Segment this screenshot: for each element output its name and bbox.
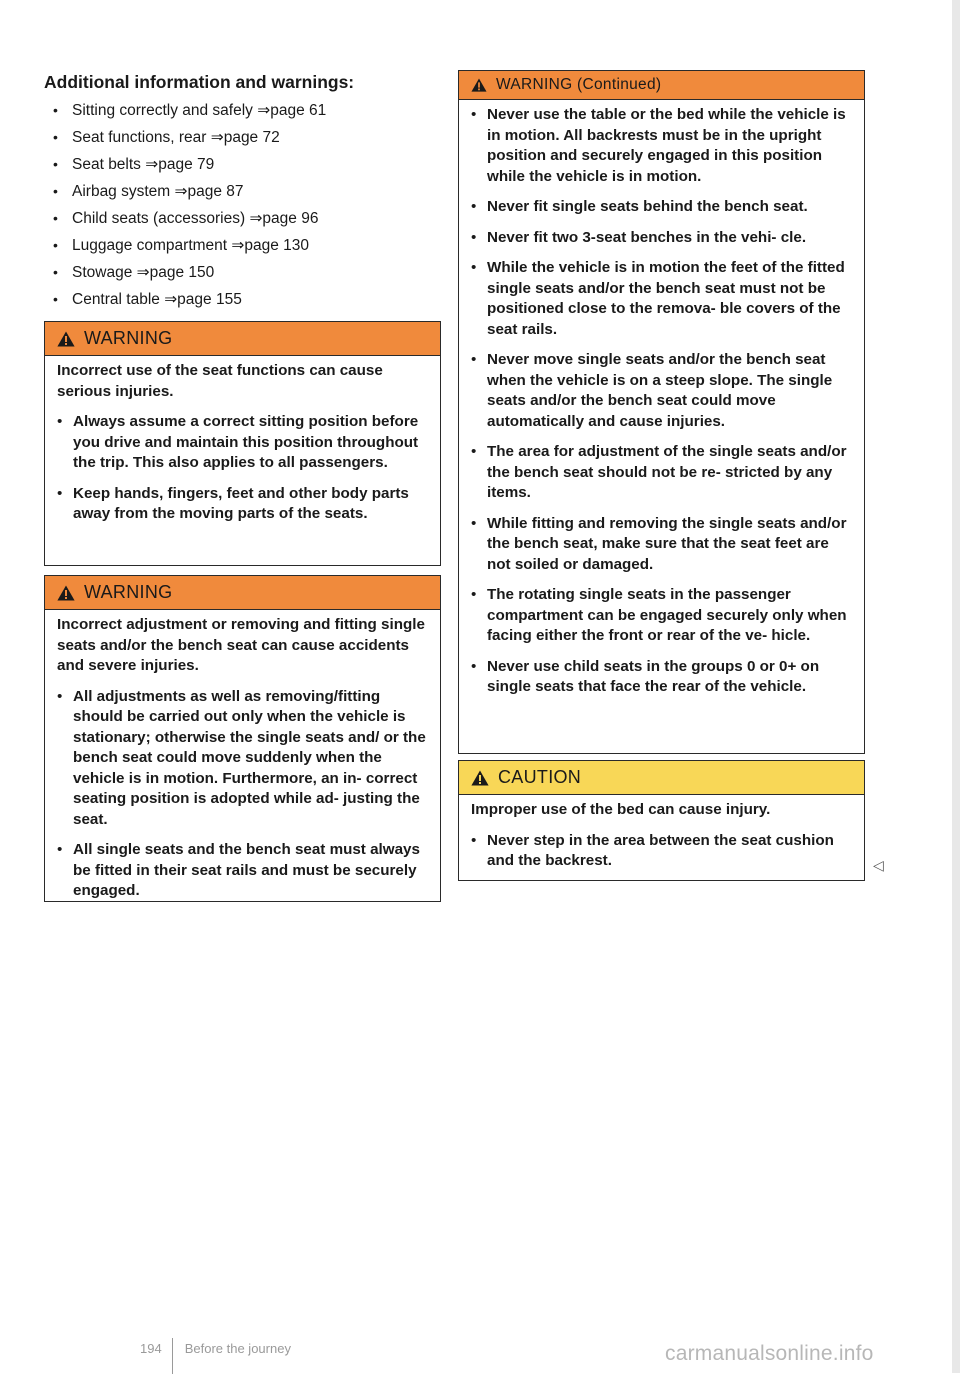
section-end-marker: ◁ xyxy=(873,857,884,873)
page-edge-shadow xyxy=(952,0,960,1373)
warning-title: WARNING (Continued) xyxy=(496,76,662,93)
warning-triangle-icon xyxy=(471,770,489,786)
reference-item[interactable]: • Central table ⇒page 155 xyxy=(44,286,326,313)
caution-intro: Improper use of the bed can cause injury. xyxy=(471,801,771,818)
caution-body xyxy=(459,795,864,872)
warning-bullet: • Never fit single seats behind the bench seat. xyxy=(471,197,852,218)
warning-bullet: • Never use child seats in the groups 0 or 0+ on single seats that face the rear of the vehicle. xyxy=(471,657,852,698)
reference-item[interactable]: • Child seats (accessories) ⇒page 96 xyxy=(44,205,326,232)
warning-bullet: • Never move single seats and/or the bench seat when the vehicle is on a steep slope. The single seats and/or the bench seat could move automatically and cause injuries. xyxy=(471,350,852,432)
warning-header xyxy=(45,322,440,356)
warning-body xyxy=(45,610,440,902)
reference-item[interactable]: • Airbag system ⇒page 87 xyxy=(44,178,326,205)
warning-bullet: • All adjustments as well as removing/fitting should be carried out only when the vehicle is stationary; otherwise the single seats and/ or the bench seat could move suddenly when the vehicle is in motion. Furthermore, an in- correct seating position is adopted while ad- justing the seat. xyxy=(57,687,428,831)
caution-bullet: • Never step in the area between the seat cushion and the backrest. xyxy=(471,831,852,872)
warning-body xyxy=(45,356,440,525)
reference-item[interactable]: • Stowage ⇒page 150 xyxy=(44,259,326,286)
warning-bullet: • The rotating single seats in the passenger compartment can be engaged securely only when facing either the front or rear of the ve- hicle. xyxy=(471,585,852,647)
reference-item[interactable]: • Seat functions, rear ⇒page 72 xyxy=(44,124,326,151)
page-number: 194 xyxy=(140,1340,162,1356)
warning-triangle-icon xyxy=(57,331,75,347)
warning-bullet: • Keep hands, fingers, feet and other body parts away from the moving parts of the seats. xyxy=(57,484,428,525)
caution-box-bed xyxy=(458,760,865,881)
additional-info-heading: Additional information and warnings: xyxy=(44,72,355,92)
warning-bullet: • While fitting and removing the single seats and/or the bench seat, make sure that the seat feet are not soiled or damaged. xyxy=(471,514,852,576)
warning-header xyxy=(459,71,864,100)
warning-triangle-icon xyxy=(471,78,487,92)
reference-list xyxy=(44,97,326,313)
warning-title: WARNING xyxy=(84,328,173,348)
warning-intro: Incorrect adjustment or removing and fitting single seats and/or the bench seat can cause accidents and severe injuries. xyxy=(57,616,425,674)
warning-header xyxy=(45,576,440,610)
warning-box-seat-functions xyxy=(44,321,441,566)
warning-title: WARNING xyxy=(84,582,173,602)
warning-triangle-icon xyxy=(57,585,75,601)
warning-bullet: • While the vehicle is in motion the feet of the fitted single seats and/or the bench seat must not be positioned close to the remova- ble covers of the seat rails. xyxy=(471,258,852,340)
reference-item[interactable]: • Seat belts ⇒page 79 xyxy=(44,151,326,178)
reference-item[interactable]: • Sitting correctly and safely ⇒page 61 xyxy=(44,97,326,124)
warning-bullet: • All single seats and the bench seat must always be fitted in their seat rails and must be securely engaged. xyxy=(57,840,428,902)
warning-box-continued xyxy=(458,70,865,754)
footer-divider xyxy=(172,1338,173,1374)
reference-item[interactable]: • Luggage compartment ⇒page 130 xyxy=(44,232,326,259)
warning-body xyxy=(459,100,864,698)
warning-bullet: • Never fit two 3-seat benches in the vehi- cle. xyxy=(471,228,852,249)
site-watermark: carmanualsonline.info xyxy=(665,1342,874,1365)
warning-bullet: • The area for adjustment of the single seats and/or the bench seat should not be re- stricted by any items. xyxy=(471,442,852,504)
warning-bullet: • Never use the table or the bed while the vehicle is in motion. All backrests must be in the upright position and securely engaged in this position while the vehicle is in motion. xyxy=(471,105,852,187)
page-footer xyxy=(140,1322,291,1374)
warning-box-seat-adjustment xyxy=(44,575,441,902)
caution-title: CAUTION xyxy=(498,767,582,787)
warning-bullet: • Always assume a correct sitting position before you drive and maintain this position throughout the trip. This also applies to all passengers. xyxy=(57,412,428,474)
warning-intro: Incorrect use of the seat functions can cause serious injuries. xyxy=(57,362,383,400)
footer-section-title: Before the journey xyxy=(184,1340,291,1356)
caution-header xyxy=(459,761,864,795)
